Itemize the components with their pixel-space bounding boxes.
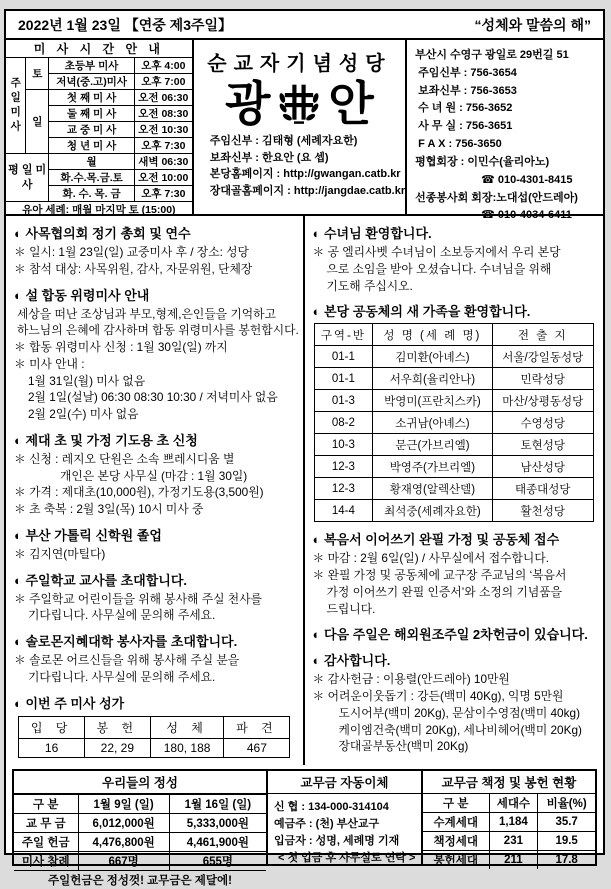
autopay-title: 교무금 자동이체 — [268, 771, 421, 794]
amount: 667명 — [78, 851, 169, 870]
announcements — [6, 216, 603, 765]
row-label: 교 무 금 — [14, 813, 78, 832]
section-solomon-volunteers — [14, 631, 295, 686]
column-header: 구 분 — [423, 794, 489, 813]
autopay-panel — [266, 771, 421, 864]
ratio: 19.5 — [538, 831, 595, 850]
column-header: 구역-반 — [314, 324, 372, 346]
autopay-note: < 첫 입금 후 사무실로 연락 > — [278, 851, 416, 864]
assessment-panel — [421, 771, 595, 867]
cell-district: 14-4 — [314, 500, 372, 522]
text-line: ＊ 어려운이웃돕기 : 강든(백미 40Kg), 익명 5만원 — [312, 689, 564, 703]
section-title: ◐ 본당 공동체의 새 가족을 환영합니다. — [312, 304, 531, 320]
mass-time: 오후 4:00 — [134, 58, 191, 74]
text-line: ＊ 마감 : 2월 6일(일) / 사무실에서 접수합니다. — [312, 551, 549, 566]
section-title: ◐ 다음 주일은 해외원조주일 2차헌금이 있습니다. — [312, 627, 588, 643]
hymn-number: 22, 29 — [84, 738, 150, 757]
text-line: 하느님의 은혜에 감사하며 합동 위령미사를 봉헌합시다. — [17, 323, 299, 338]
homepage-link-main: 본당홈페이지 : http://gwangan.catb.kr — [209, 168, 401, 180]
phone-office: 사 무 실 : 756-3651 — [418, 120, 513, 133]
text-line: ＊ 초 축복 : 2월 3일(목) 10시 미사 중 — [14, 502, 204, 516]
mass-name: 청 년 미 사 — [49, 138, 135, 154]
cell-origin: 민락성당 — [492, 368, 593, 390]
bottom-tables-box — [12, 769, 597, 887]
hymn-number: 16 — [19, 738, 85, 757]
column-header: 전 출 지 — [492, 324, 593, 346]
text-line: 기다립니다. 사무실에 문의해 주세요. — [28, 669, 216, 684]
table-row — [314, 500, 593, 522]
bulletin-header — [6, 11, 603, 40]
announcements-left-column — [6, 216, 305, 765]
amount: 4,476,800원 — [78, 832, 169, 851]
column-header: 성 명 (세 례 명) — [372, 324, 492, 346]
section-new-members — [313, 301, 596, 522]
assessment-table — [423, 794, 595, 869]
hymn-header: 파 견 — [224, 716, 290, 738]
section-title: ◐ 주일학교 교사를 초대합니다. — [14, 572, 187, 588]
text-line: 2월 2일(수) 미사 없음 — [28, 407, 139, 421]
church-name-left: 광 — [225, 76, 271, 130]
text-line: 기다립니다. 사무실에 문의해 주세요. — [28, 608, 216, 623]
cell-name: 김미환(아녜스) — [372, 346, 492, 368]
ratio: 17.8 — [538, 850, 595, 869]
offerings-title: 우리들의 정성 — [14, 771, 266, 794]
section-title: ◐ 수녀님 환영합니다. — [312, 226, 432, 241]
amount: 5,333,000원 — [169, 813, 266, 832]
bottom-tables-area — [6, 765, 603, 887]
church-name-top: 순교자기념성당 — [207, 51, 392, 75]
section-thanks — [313, 650, 596, 755]
phone-assistant: 보좌신부 : 756-3653 — [418, 84, 517, 97]
table-row — [14, 832, 266, 851]
mass-name: 첫 째 미 사 — [49, 90, 135, 106]
mass-name: 화. 수. 목. 금 — [49, 186, 135, 202]
sunday-label: 일 — [26, 90, 49, 154]
mass-name: 교 중 미 사 — [49, 122, 135, 138]
text-line: ＊ 참석 대상: 사목위원, 감사, 자문위원, 단체장 — [14, 261, 253, 276]
table-row — [423, 831, 595, 850]
bulletin-page — [4, 9, 605, 887]
text-line: 가정 이어쓰기 완필 인증서’와 소정의 기념품을 — [326, 584, 563, 599]
assistant-priest-line: 보좌신부 : 한요안 (요 셉) — [209, 151, 329, 164]
amount: 6,012,000원 — [78, 813, 169, 832]
mass-time: 오전 10:30 — [134, 122, 191, 138]
mass-name: 화.수.목.금.토 — [49, 170, 135, 186]
text-line: ＊ 완필 가정 및 공동체에 교구장 주교님의 ‘복음서 — [312, 568, 567, 582]
text-line: ＊ 주일학교 어린이들을 위해 봉사해 주실 천사를 — [14, 591, 262, 606]
section-pastoral-council — [14, 223, 295, 278]
text-line: 장대골부동산(백미 20Kg) — [338, 739, 469, 754]
section-candle-order — [14, 430, 295, 518]
section-second-collection — [313, 624, 596, 643]
mass-schedule-panel — [6, 40, 194, 214]
phone-fax: F A X : 756-3650 — [418, 138, 502, 151]
hymn-header: 성 체 — [150, 716, 224, 738]
text-line: ＊ 김지연(마틸다) — [14, 546, 106, 561]
text-line: 드립니다. — [326, 601, 376, 616]
contact-panel — [405, 40, 603, 222]
table-row — [314, 478, 593, 500]
section-title: ◐ 제대 초 및 가정 기도용 초 신청 — [14, 432, 198, 448]
cell-district: 01-3 — [314, 390, 372, 412]
text-line: ＊ 합동 위령미사 신청 : 1월 30일(일) 까지 — [14, 340, 228, 354]
cell-origin: 태종대성당 — [492, 478, 593, 500]
saturday-label: 토 — [26, 58, 49, 90]
cell-origin: 남산성당 — [492, 456, 593, 478]
offerings-panel — [14, 771, 266, 887]
hymn-header: 입 당 — [19, 716, 85, 738]
cell-district: 01-1 — [314, 368, 372, 390]
assessment-title: 교무금 책정 및 봉헌 현황 — [423, 771, 595, 794]
weekday-mass-label: 평 일 미 사 — [6, 154, 49, 202]
amount: 4,461,900원 — [169, 832, 266, 851]
text-line: 세상을 떠난 조상님과 부모,형제,은인들을 기억하고 — [17, 306, 276, 321]
text-line: 개인은 본당 사무실 (마감 : 1월 30일) — [60, 468, 248, 483]
issue-date: 2022년 1월 23일 【연중 제3주일】 — [18, 17, 233, 33]
announcements-right-column — [305, 216, 604, 765]
row-label: 봉헌세대 — [423, 850, 489, 869]
church-info — [194, 133, 405, 199]
hymn-number: 467 — [224, 738, 290, 757]
table-row — [314, 434, 593, 456]
masthead — [6, 40, 603, 222]
mass-name: 초등부 미사 — [49, 58, 135, 74]
text-line: 케이엠건축(백미 20Kg), 세나비헤어(백미 20Kg) — [338, 722, 582, 737]
section-title: ◐ 솔로몬지혜대학 봉사자를 초대합니다. — [14, 634, 238, 649]
cell-name: 최석중(세례자요한) — [372, 500, 492, 522]
cell-name: 서우희(율리안나) — [372, 368, 492, 390]
hymns-table — [18, 716, 290, 758]
offerings-table — [14, 794, 266, 889]
section-title: ◐ 설 합동 위령미사 안내 — [14, 287, 150, 303]
church-name-big — [194, 78, 405, 128]
lay-president-line: 평협회장 : 이민수(율리아노) — [415, 155, 550, 168]
row-label: 미사 참례 — [14, 851, 78, 870]
church-address: 부산시 수영구 광일로 29번길 51 — [415, 49, 569, 61]
section-title: ◐ 이번 주 미사 성가 — [14, 695, 125, 711]
phone-convent: 수 녀 원 : 756-3652 — [418, 102, 513, 115]
mass-name: 둘 째 미 사 — [49, 106, 135, 122]
year-slogan: “성체와 말씀의 해” — [474, 17, 591, 33]
church-emblem-logo — [274, 78, 324, 128]
cell-district: 08-2 — [314, 412, 372, 434]
text-line: 1월 31일(월) 미사 없음 — [28, 373, 146, 388]
mass-schedule-title: 미 사 시 간 안 내 — [6, 40, 192, 58]
cell-name: 황재영(알렉산델) — [372, 478, 492, 500]
table-row — [14, 813, 266, 832]
pastor-line: 주임신부 : 김태형 (세례자요한) — [209, 135, 358, 147]
section-gospel-copying — [313, 529, 596, 617]
household-count: 231 — [489, 831, 538, 850]
offerings-footer: 주일헌금은 정성껏! 교무금은 제달에! — [14, 870, 266, 889]
cell-district: 12-3 — [314, 478, 372, 500]
section-seminary-graduation — [14, 525, 295, 563]
infant-baptism-note: 유아 세례: 매월 마지막 토 (15:00) — [6, 202, 192, 218]
amount: 655명 — [169, 851, 266, 870]
table-row — [314, 390, 593, 412]
phone-pastor: 주임신부 : 756-3654 — [418, 66, 517, 79]
lay-president-phone: ☎ 010-4301-8415 — [481, 173, 573, 186]
mass-time: 오전 10:00 — [134, 170, 191, 186]
ratio: 35.7 — [538, 812, 595, 831]
mass-time: 오전 06:30 — [134, 90, 191, 106]
text-line: ＊ 미사 안내 : — [14, 356, 85, 371]
text-line: 기도해 주십시오. — [326, 278, 413, 293]
mass-time: 오후 7:30 — [134, 138, 191, 154]
hymn-number: 180, 188 — [150, 738, 224, 757]
sunday-mass-label: 주일미사 — [6, 58, 26, 154]
column-header: 비율(%) — [538, 794, 595, 813]
cell-district: 10-3 — [314, 434, 372, 456]
table-row — [423, 812, 595, 831]
column-header: 세대수 — [489, 794, 538, 813]
mass-time: 오전 08:30 — [134, 106, 191, 122]
cell-name: 박영주(가브리엘) — [372, 456, 492, 478]
table-row — [314, 412, 593, 434]
text-line: 2월 1일(설날) 06:30 08:30 10:30 / 저녁미사 없음 — [28, 390, 278, 405]
mass-time: 오후 7:30 — [134, 186, 191, 202]
hymn-header: 봉 헌 — [84, 716, 150, 738]
cell-district: 01-1 — [314, 346, 372, 368]
mass-name: 월 — [49, 154, 135, 170]
cell-origin: 마산/상평동성당 — [492, 390, 593, 412]
table-row — [314, 368, 593, 390]
text-line: ＊ 공 엘리사벳 수녀님이 소보등지에서 우리 본당 — [312, 245, 561, 259]
funeral-society-line: 선종봉사회 회장:노대섭(안드레아) — [415, 191, 578, 204]
text-line: 도시어부(백미 20Kg), 문삼이수영점(백미 40kg) — [338, 705, 580, 720]
row-label: 주일 헌금 — [14, 832, 78, 851]
table-row — [423, 850, 595, 869]
cell-name: 박영미(프란치스카) — [372, 390, 492, 412]
account-holder-line: 예금주 : (천) 부산교구 — [274, 817, 380, 830]
section-sunday-school-teachers — [14, 570, 295, 625]
mass-time: 오후 7:00 — [134, 74, 191, 90]
section-title: ◐ 감사합니다. — [312, 653, 391, 669]
cell-origin: 활천성당 — [492, 500, 593, 522]
cell-name: 문근(가브리엘) — [372, 434, 492, 456]
church-name-right: 안 — [328, 76, 374, 130]
mass-name: 저녁(중.고)미사 — [49, 74, 135, 90]
section-welcome-sister — [313, 223, 596, 294]
text-line: ＊ 신청 : 레지오 단원은 소속 쁘레시디움 별 — [14, 451, 235, 466]
cell-origin: 서울/강일동성당 — [492, 346, 593, 368]
text-line: 으로 소임을 받아 오셨습니다. 수녀님을 위해 — [326, 261, 552, 276]
text-line: ＊ 감사헌금 : 이용렬(안드레아) 10만원 — [312, 672, 510, 687]
table-row — [314, 456, 593, 478]
section-title: ◐ 부산 가톨릭 신학원 졸업 — [14, 527, 162, 543]
row-label: 수계세대 — [423, 812, 489, 831]
church-identity — [194, 40, 405, 214]
text-line: ＊ 가격 : 제대초(10,000원), 가정기도용(3,500원) — [14, 485, 264, 500]
household-count: 211 — [489, 850, 538, 869]
column-header: 1월 9일 (일) — [78, 794, 169, 813]
table-row — [314, 346, 593, 368]
column-header: 1월 16일 (일) — [169, 794, 266, 813]
cell-origin: 수영성당 — [492, 412, 593, 434]
autopay-info — [268, 794, 421, 867]
cell-name: 소귀남(아녜스) — [372, 412, 492, 434]
cell-origin: 토현성당 — [492, 434, 593, 456]
mass-time: 새벽 06:30 — [134, 154, 191, 170]
text-line: ＊ 솔로몬 어르신들을 위해 봉사해 주실 분을 — [14, 653, 240, 667]
column-header: 구 분 — [14, 794, 78, 813]
section-weekly-hymns — [14, 693, 295, 758]
row-label: 책정세대 — [423, 831, 489, 850]
table-row — [14, 851, 266, 870]
section-title: ◐ 사목협의회 정기 총회 및 연수 — [14, 226, 191, 241]
bank-account-line: 신 협 : 134-000-314104 — [274, 800, 389, 813]
section-title: ◐ 복음서 이어쓰기 완필 가정 및 공동체 접수 — [312, 532, 560, 548]
household-count: 1,184 — [489, 812, 538, 831]
homepage-link-jangdae: 장대골홈페이지 : http://jangdae.catb.kr — [209, 184, 406, 197]
new-members-table — [314, 323, 594, 522]
text-line: ＊ 일시: 1월 23일(일) 교중미사 후 / 장소: 성당 — [14, 245, 249, 259]
section-lunar-memorial-mass — [14, 285, 299, 423]
mass-schedule-table — [6, 40, 192, 217]
cell-district: 12-3 — [314, 456, 372, 478]
depositor-line: 입금자 : 성명, 세례명 기재 — [274, 834, 400, 847]
funeral-society-phone: ☎ 010-4034-6411 — [481, 209, 572, 222]
